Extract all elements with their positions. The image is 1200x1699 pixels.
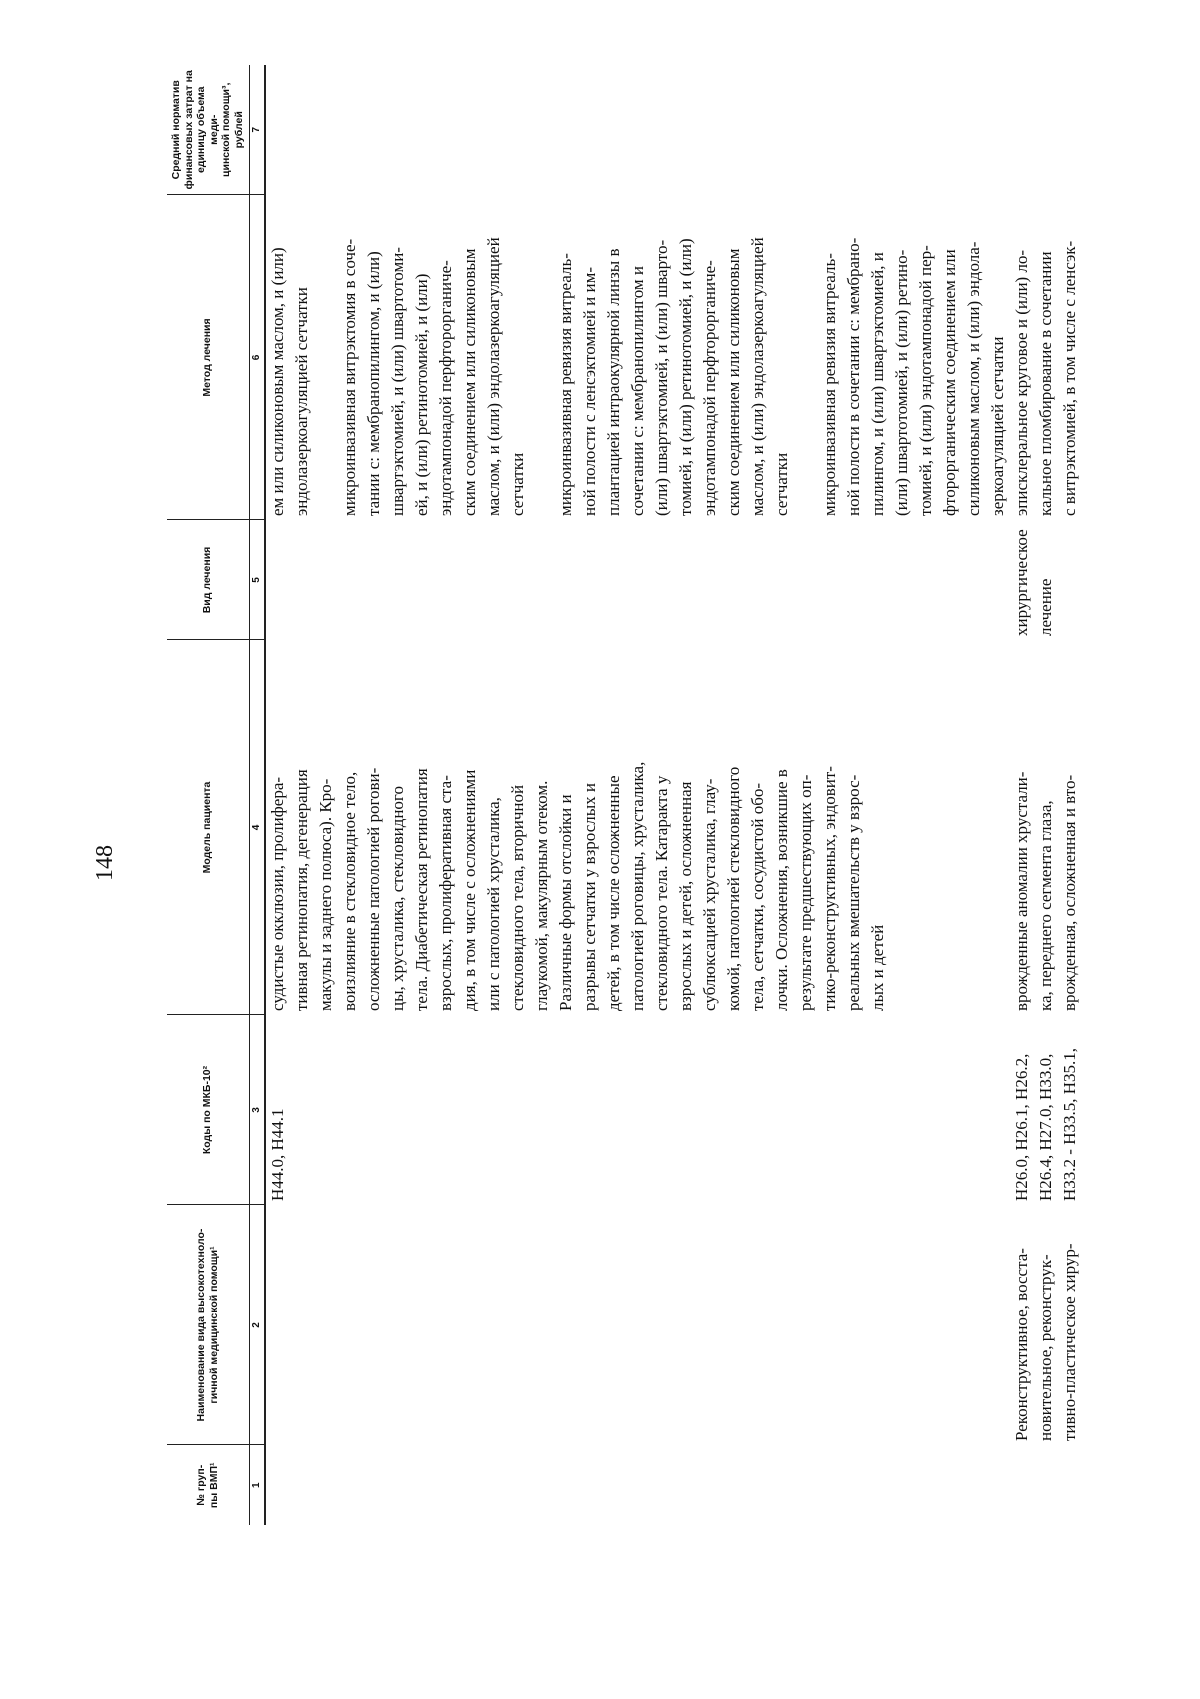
rotated-table [167, 65, 1079, 1525]
header-group-number: № груп- пы ВМП¹ [167, 1445, 249, 1525]
header-icd-codes: Коды по МКБ-10² [167, 1015, 249, 1205]
table-row [265, 65, 1010, 1525]
column-number: 2 [249, 1205, 265, 1445]
cell-patient-model: врожденные аномалии хрустали- ка, переднего сегмента глаза, врожденная, осложненная и вто- [1011, 771, 1079, 1011]
column-number: 5 [249, 520, 265, 640]
header-vmp-name: Наименование вида высокотехноло- гичной медицинской помощи¹ [167, 1205, 249, 1445]
cell-treatment-type [265, 520, 1010, 640]
header-treatment-method: Метод лечения [167, 195, 249, 520]
cell-group-number [1010, 1445, 1090, 1525]
column-number: 3 [249, 1015, 265, 1205]
header-row [167, 65, 249, 1525]
header-treatment-type: Вид лечения [167, 520, 249, 640]
column-number-row [249, 65, 265, 1525]
column-number: 1 [249, 1445, 265, 1525]
header-patient-model: Модель пациента [167, 640, 249, 1015]
cell-vmp-name [265, 1205, 1010, 1445]
cell-treatment-method: эписклеральное круговое и (или) ло- кальное пломбирование в сочетании с витрэктомией, в том числе с ленсэк- [1011, 240, 1079, 516]
column-number: 6 [249, 195, 265, 520]
cell-patient-model: судистые окклюзии, пролифера- тивная ретинопатия, дегенерация макулы и заднего полюса). Кро- воизлияние в стекловидное тело, осложненные патологией рогови- цы, хрусталика, стекловидного тела. Диабетическая ретинопатия взрослых, пролиферативная ста- дия, в том числе с осложнениями или с патологией хрусталика, стекловидного тела, вторичной глаукомой, макулярным отеком. Различные формы отслойки и разрывы сетчатки у взрослых и детей, в том числе осложненные патологией роговицы, хрусталика, стекловидного тела. Катаракта у взрослых и детей, осложненная сублюксацией хрусталика, глау- комой, патологией стекловидного тела, сетчатки, сосудистой обо- лочки. Осложнения, возникшие в результате предшествующих оп- тико-реконструктивных, эндовит- реальных вмешательств у взрос- лых и детей [267, 761, 887, 1011]
cell-cost [265, 65, 1010, 195]
vmp-table [167, 65, 1090, 1525]
cell-group-number [265, 1445, 1010, 1525]
table-row [1010, 65, 1090, 1525]
cell-treatment-type: хирургическое лечение [1011, 529, 1055, 636]
header-cost-standard: Средний норматив финансовых затрат на единицу объема меди- цинской помощи³, рублей [167, 65, 249, 195]
page-number: 148 [92, 845, 118, 881]
column-number: 7 [249, 65, 265, 195]
column-number: 4 [249, 640, 265, 1015]
cell-icd-codes: H44.0, H44.1 [267, 1108, 287, 1201]
cell-treatment-method: ем или силиконовым маслом, и (или) эндолазеркоагуляцией сетчатки микроинвазивная витрэктомия в соче- тании с: мембранопилингом, и (или) швартэктомией, и (или) швартотоми- ей, и (или) ретинотомией, и (или) эндотампонадой перфторорганиче- ским соединением или силиконовым маслом, и (или) эндолазеркоагуляцией сетчатки микроинвазивная ревизия витреаль- ной полости с ленсэктомией и им- плантацией интраокулярной линзы в сочетании с: мембранопилингом и (или) швартэктомией, и (или) шварто- томией, и (или) ретинотомией, и (или) эндотампонадой перфторорганиче- ским соединением или силиконовым маслом, и (или) эндолазеркоагуляцией сетчатки микроинвазивная ревизия витреаль- ной полости в сочетании с: мембрано- пилингом, и (или) швартэктомией, и (или) швартотомией, и (или) ретино- томией, и (или) эндотампонадой пер- фторорганическим соединением или силиконовым маслом, и (или) эндола- зеркоагуляцией сетчатки [267, 237, 1007, 516]
cell-cost [1010, 65, 1090, 195]
cell-icd-codes: H26.0, H26.1, H26.2, H26.4, H27.0, H33.0, H33.2 - H33.5, H35.1, [1011, 1048, 1079, 1201]
table-frame [167, 65, 1079, 1525]
cell-vmp-name: Реконструктивное, восста- новительное, реконструк- тивно-пластическое хирур- [1011, 1243, 1079, 1441]
